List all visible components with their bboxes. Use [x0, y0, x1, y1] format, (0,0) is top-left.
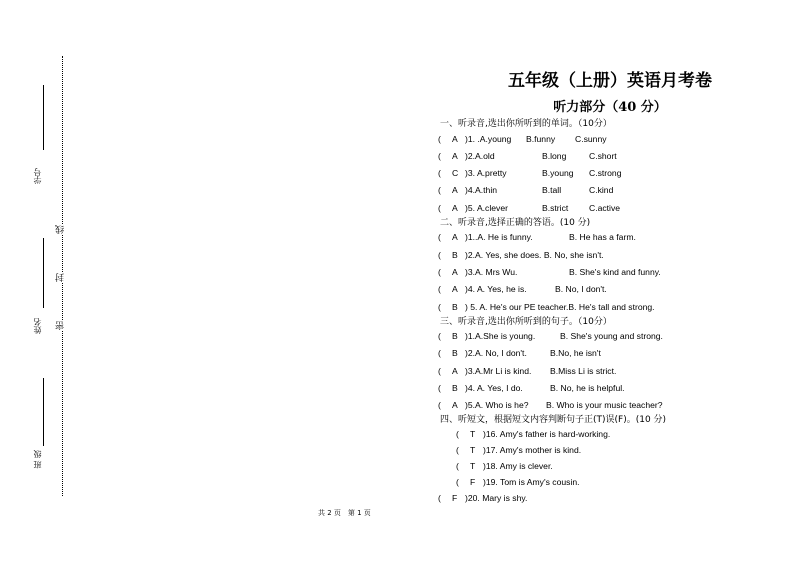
- exam-subtitle: 听力部分（40 分）: [553, 100, 667, 115]
- option-b: B. She's kind and funny.: [569, 267, 661, 277]
- answer-paren: (: [438, 168, 441, 178]
- answer-paren: (: [456, 477, 459, 487]
- option-a: )4. A. Yes, he is.: [465, 284, 527, 294]
- option-b: B. No, I don't.: [555, 284, 607, 294]
- section-3-heading: 三、听录音,选出你所听到的句子。（10分）: [440, 317, 612, 327]
- label-class: 班 级: [33, 450, 42, 469]
- question-text: )1. .A.young: [465, 134, 512, 144]
- section-4-heading: 四、听短文，根据短文内容判断句子正(T)误(F)。(10 分): [440, 415, 667, 425]
- option-a: )2.A. No, I don't.: [465, 348, 527, 358]
- option-b: B.No, he isn't: [550, 348, 601, 358]
- option-a: )1.A.She is young.: [465, 331, 536, 341]
- option-a: )2.A. Yes, she does. B. No, she isn't.: [465, 250, 604, 260]
- statement-text: )16. Amy's father is hard-working.: [483, 429, 611, 439]
- answer-value: T: [470, 445, 476, 455]
- answer-value: C: [452, 168, 459, 178]
- option-b: B.funny: [526, 134, 556, 144]
- answer-value: A: [452, 400, 458, 410]
- answer-value: F: [452, 493, 458, 503]
- label-student-no: 学号: [33, 168, 42, 184]
- option-a: )3.A.Mr Li is kind.: [465, 366, 532, 376]
- answer-paren: (: [438, 348, 441, 358]
- answer-paren: (: [438, 267, 441, 277]
- option-c: C.sunny: [575, 134, 607, 144]
- statement-text: )17. Amy's mother is kind.: [483, 445, 582, 455]
- option-b: B.long: [542, 151, 567, 161]
- answer-paren: (: [438, 250, 441, 260]
- answer-paren: (: [456, 445, 459, 455]
- option-b: B.tall: [542, 185, 562, 195]
- answer-value: B: [452, 250, 458, 260]
- answer-value: A: [452, 232, 458, 242]
- answer-paren: (: [456, 429, 459, 439]
- answer-paren: (: [438, 383, 441, 393]
- answer-value: A: [452, 134, 458, 144]
- seal-char-xian: 线: [56, 225, 66, 234]
- answer-value: A: [452, 185, 458, 195]
- answer-value: T: [470, 429, 476, 439]
- option-a: )4. A. Yes, I do.: [465, 383, 523, 393]
- answer-value: A: [452, 203, 458, 213]
- binding-margin: [0, 0, 80, 562]
- answer-paren: (: [438, 232, 441, 242]
- answer-value: A: [452, 284, 458, 294]
- answer-paren: (: [438, 366, 441, 376]
- option-b: B. She's young and strong.: [560, 331, 663, 341]
- answer-paren: (: [438, 400, 441, 410]
- answer-paren: (: [456, 461, 459, 471]
- question-text: )5. A.clever: [465, 203, 508, 213]
- option-a: )3.A. Mrs Wu.: [465, 267, 518, 277]
- underline-student-no: [43, 85, 44, 150]
- answer-paren: (: [438, 185, 441, 195]
- label-name: 姓名: [33, 318, 42, 334]
- answer-paren: (: [438, 203, 441, 213]
- answer-paren: (: [438, 134, 441, 144]
- underline-name: [43, 238, 44, 308]
- question-text: )3. A.pretty: [465, 168, 507, 178]
- option-a: )5.A. Who is he?: [465, 400, 529, 410]
- underline-class: [43, 378, 44, 446]
- question-text: )4.A.thin: [465, 185, 498, 195]
- statement-text: )18. Amy is clever.: [483, 461, 553, 471]
- statement-text: )19. Tom is Amy's cousin.: [483, 477, 580, 487]
- option-a: ) 5. A. He's our PE teacher.B. He's tall and strong.: [465, 302, 655, 312]
- answer-value: T: [470, 461, 476, 471]
- answer-value: A: [452, 366, 458, 376]
- exam-title: 五年级（上册）英语月考卷: [508, 71, 712, 91]
- answer-value: F: [470, 477, 476, 487]
- option-c: C.kind: [589, 185, 614, 195]
- answer-value: B: [452, 348, 458, 358]
- answer-value: B: [452, 383, 458, 393]
- section-2-heading: 二、听录音,选择正确的答语。(10 分): [440, 218, 591, 228]
- answer-value: A: [452, 267, 458, 277]
- option-a: )1..A. He is funny.: [465, 232, 533, 242]
- option-c: C.strong: [589, 168, 622, 178]
- option-b: B. No, he is helpful.: [550, 383, 625, 393]
- option-b: B.Miss Li is strict.: [550, 366, 617, 376]
- answer-paren: (: [438, 302, 441, 312]
- answer-value: B: [452, 331, 458, 341]
- question-text: )2.A.old: [465, 151, 495, 161]
- answer-paren: (: [438, 331, 441, 341]
- option-b: B. Who is your music teacher?: [546, 400, 663, 410]
- answer-paren: (: [438, 284, 441, 294]
- answer-value: B: [452, 302, 458, 312]
- answer-paren: (: [438, 151, 441, 161]
- option-b: B. He has a farm.: [569, 232, 636, 242]
- seal-char-mi: 密: [56, 321, 66, 330]
- option-c: C.short: [589, 151, 617, 161]
- answer-paren: (: [438, 493, 441, 503]
- section-1-heading: 一、听录音,选出你所听到的单词。（10分）: [440, 119, 612, 129]
- seal-char-feng: 封: [56, 273, 66, 282]
- page-footer: 共 2 页 第 1 页: [318, 509, 371, 517]
- option-c: C.active: [589, 203, 621, 213]
- statement-text: )20. Mary is shy.: [465, 493, 528, 503]
- answer-value: A: [452, 151, 458, 161]
- option-b: B.young: [542, 168, 574, 178]
- option-b: B.strict: [542, 203, 569, 213]
